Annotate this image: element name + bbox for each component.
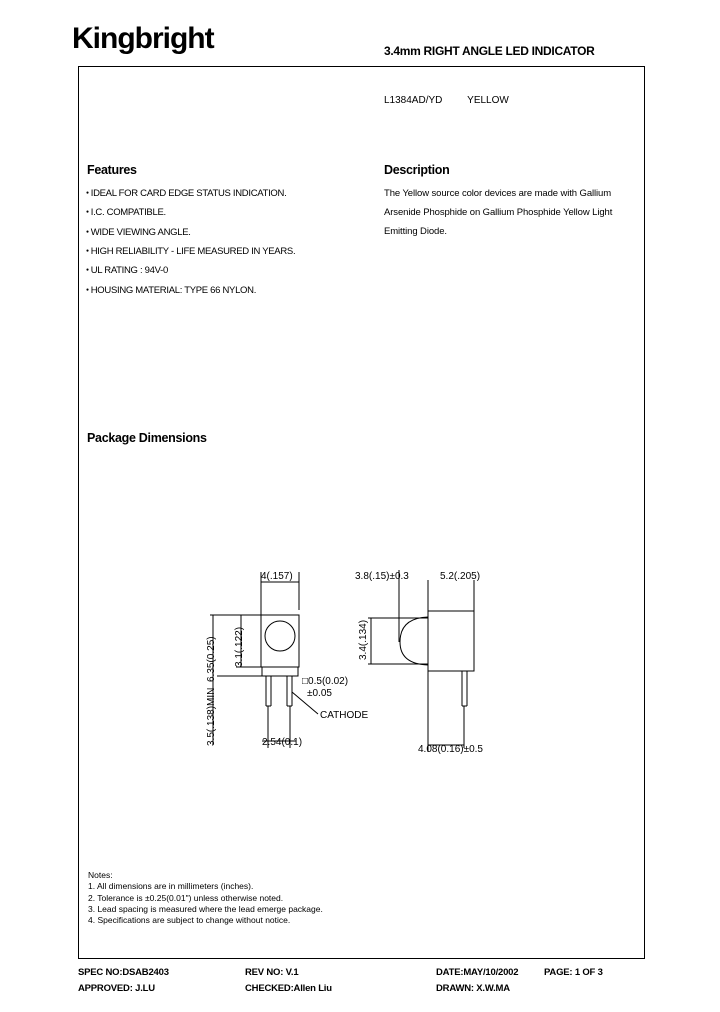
dim-pitch: 2.54(0.1) [262,737,303,748]
date: DATE:MAY/10/2002 [436,967,519,978]
description-text: The Yellow source color devices are made with Gallium Arsenide Phosphide on Gallium Phosphide Yellow Light Emitting Diode. [384,188,613,238]
features-heading: Features [87,163,137,177]
list-item: ● UL RATING : 94V-0 [86,261,295,280]
dim-height-total: 3.5(.138)MIN [206,687,217,746]
list-item: ● I.C. COMPATIBLE. [86,203,295,222]
dim-height-total-b: 6.35(0.25) [206,636,217,682]
part-number: L1384AD/YD [384,95,443,106]
checked: CHECKED:Allen Liu [245,983,332,994]
page-number: PAGE: 1 OF 3 [544,967,603,978]
list-item: ● IDEAL FOR CARD EDGE STATUS INDICATION. [86,184,295,203]
front-view [210,572,318,748]
list-item: ● HOUSING MATERIAL: TYPE 66 NYLON. [86,281,295,300]
notes-title: Notes: [88,870,113,880]
part-color: YELLOW [467,95,509,106]
document-title: 3.4mm RIGHT ANGLE LED INDICATOR [384,44,595,58]
dim-side-height: 3.4(.134) [358,619,369,660]
spec-no: SPEC NO:DSAB2403 [78,967,169,978]
package-dimensions-heading: Package Dimensions [87,431,207,445]
dim-top-width: 4(.157) [261,571,293,582]
rev-no: REV NO: V.1 [245,967,299,978]
kingbright-logo: Kingbright [72,22,214,55]
notes [88,870,323,926]
side-view [368,570,474,752]
cathode-label: CATHODE [320,710,369,721]
dim-side-bottom: 4.08(0.16)±0.5 [418,744,483,755]
dim-side-top: 3.8(.15)±0.3 [355,571,409,582]
list-item: ● HIGH RELIABILITY - LIFE MEASURED IN YEARS. [86,242,295,261]
note-item: 3. Lead spacing is measured where the lead emerge package. [88,903,323,914]
dim-side-top-b: 5.2(.205) [440,571,481,582]
drawn: DRAWN: X.W.MA [436,983,510,994]
note-item: 1. All dimensions are in millimeters (inches). [88,881,254,892]
dim-lead-size: □0.5(0.02) [302,676,349,687]
approved: APPROVED: J.LU [78,983,155,994]
dim-lens-diameter: 3.1(.122) [234,626,245,667]
list-item: ● WIDE VIEWING ANGLE. [86,223,295,242]
note-item: 2. Tolerance is ±0.25(0.01") unless otherwise noted. [88,892,284,903]
description-heading: Description [384,163,450,177]
dim-lead-tolerance: ±0.05 [307,688,332,699]
note-item: 4. Specifications are subject to change without notice. [88,915,291,926]
